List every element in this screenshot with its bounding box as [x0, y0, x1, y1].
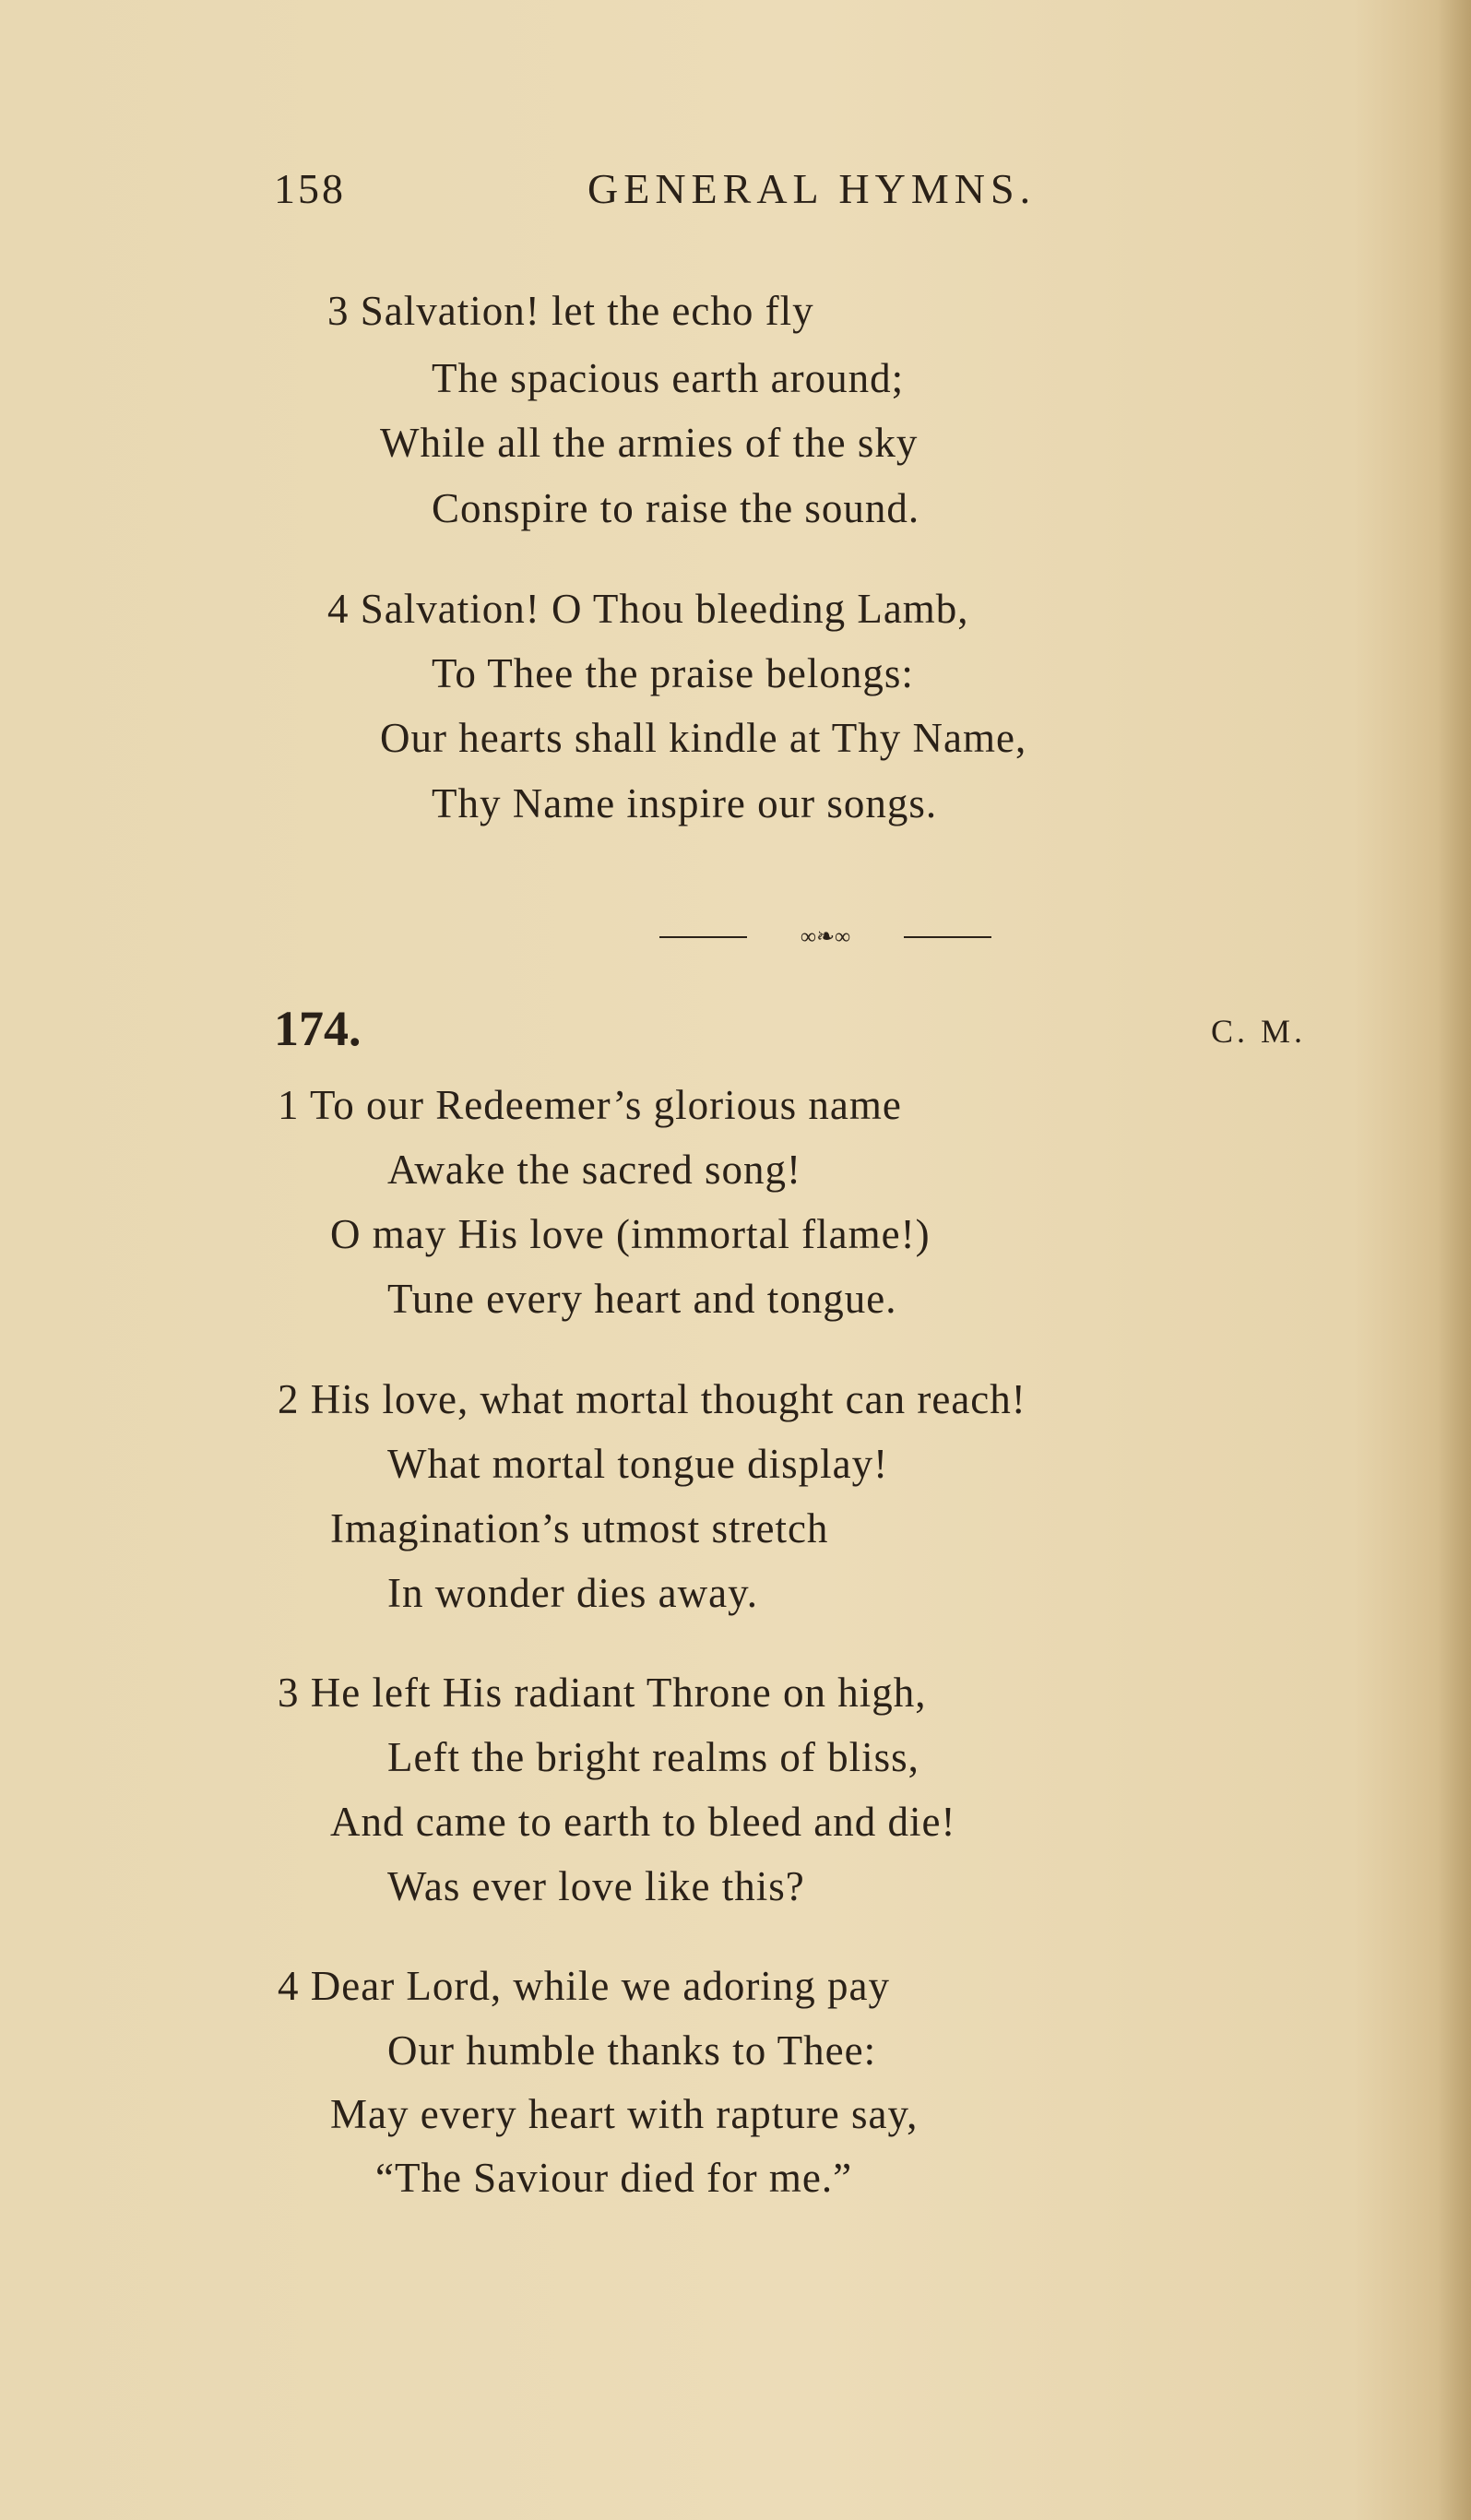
stanza-number: 3: [327, 288, 350, 334]
verse-line: While all the armies of the sky: [380, 420, 919, 466]
verse-text: Salvation! let the echo fly: [360, 288, 814, 334]
divider-rule-right: [904, 936, 991, 938]
verse-line: Left the bright realms of bliss,: [387, 1734, 919, 1780]
verse-line: Our humble thanks to Thee:: [387, 2027, 877, 2074]
verse-line: Imagination’s utmost stretch: [330, 1505, 829, 1551]
stanza-line: [278, 1373, 1026, 1425]
verse-line: What mortal tongue display!: [387, 1441, 889, 1487]
page-number: 158: [274, 165, 346, 212]
verse-line: And came to earth to bleed and die!: [330, 1799, 956, 1845]
page-header: [274, 164, 1067, 220]
verse-text: He left His radiant Throne on high,: [310, 1670, 927, 1716]
verse-line: Conspire to raise the sound.: [432, 485, 920, 531]
verse-text: Salvation! O Thou bleeding Lamb,: [360, 586, 969, 632]
verse-line: The spacious earth around;: [432, 355, 905, 401]
stanza-number: 3: [278, 1670, 300, 1716]
verse-line: Was ever love like this?: [387, 1863, 805, 1909]
stanza-line: [327, 285, 814, 337]
page-edge-shadow: [1438, 0, 1471, 2520]
verse-line: Awake the sacred song!: [387, 1147, 801, 1193]
stanza-number: 4: [327, 586, 350, 632]
verse-line: Tune every heart and tongue.: [387, 1276, 897, 1322]
ornamental-divider: [659, 925, 991, 949]
stanza-line: [278, 1960, 890, 2012]
verse-text: Dear Lord, while we adoring pay: [310, 1963, 891, 2009]
verse-line: May every heart with rapture say,: [330, 2091, 919, 2137]
divider-rule-left: [659, 936, 747, 938]
stanza-line: [278, 1079, 902, 1131]
stanza-number: 1: [278, 1082, 300, 1128]
verse-line: Thy Name inspire our songs.: [432, 780, 938, 826]
stanza-number: 2: [278, 1376, 300, 1422]
verse-line: O may His love (immortal flame!): [330, 1211, 931, 1257]
verse-text: To our Redeemer’s glorious name: [309, 1082, 902, 1128]
running-title: GENERAL HYMNS.: [587, 165, 1037, 212]
verse-line: “The Saviour died for me.”: [375, 2155, 853, 2201]
verse-text: His love, what mortal thought can reach!: [310, 1376, 1026, 1422]
stanza-line: [278, 1667, 927, 1718]
hymn-number: 174.: [274, 1001, 362, 1056]
verse-line: To Thee the praise belongs:: [432, 650, 914, 696]
stanza-number: 4: [278, 1963, 300, 2009]
hymn-meter: C. M.: [1211, 1013, 1307, 1050]
stanza-line: [327, 583, 969, 635]
verse-line: In wonder dies away.: [387, 1570, 758, 1616]
verse-line: Our hearts shall kindle at Thy Name,: [380, 715, 1027, 761]
divider-ornament: ∞❧∞: [800, 925, 851, 949]
